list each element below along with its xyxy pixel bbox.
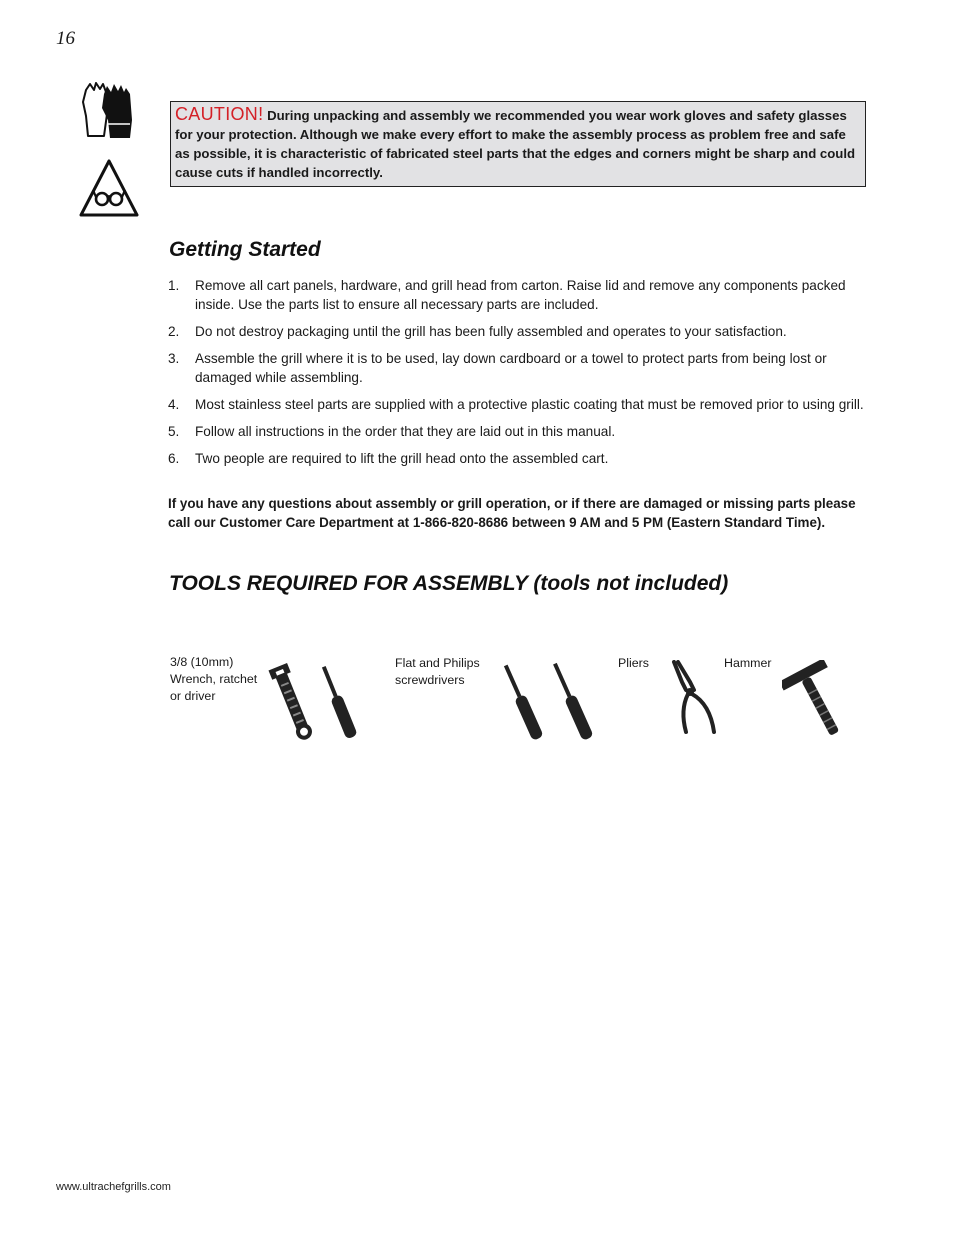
step-text: Do not destroy packaging until the grill has been fully assembled and operates to your satisfaction. bbox=[195, 324, 787, 339]
caution-label: CAUTION! bbox=[175, 104, 264, 124]
step-number: 3. bbox=[168, 351, 180, 366]
caution-text: During unpacking and assembly we recommended you wear work gloves and safety glasses for your protection. Although we make every effort to make the assembly process as problem free and safe as possible, it is characteristic of fabricated steel parts that the edges and corners might be sharp and could cause cuts if handled incorrectly. bbox=[175, 108, 856, 180]
pliers-icon bbox=[668, 660, 720, 736]
getting-started-title: Getting Started bbox=[169, 238, 321, 261]
caution-box bbox=[170, 101, 866, 187]
tool-label-pliers: Pliers bbox=[618, 656, 649, 670]
step-number: 2. bbox=[168, 324, 180, 339]
getting-started-steps bbox=[168, 276, 868, 476]
tool-label-wrench: 3/8 (10mm) Wrench, ratchet or driver bbox=[170, 655, 258, 703]
customer-care-note: If you have any questions about assembly or grill operation, or if there are damaged or missing parts please call our Customer Care Department at 1-866-820-8686 between 9 AM and 5 PM (Eastern Standard Time). bbox=[168, 496, 856, 530]
step-text: Most stainless steel parts are supplied with a protective plastic coating that must be removed prior to using grill. bbox=[195, 397, 864, 412]
safety-glasses-warning-icon bbox=[78, 158, 140, 218]
footer-url: www.ultrachefgrills.com bbox=[56, 1181, 171, 1193]
tool-label-hammer: Hammer bbox=[724, 656, 772, 670]
tool-label-screwdrivers: Flat and Philips screwdrivers bbox=[395, 656, 480, 687]
step-number: 6. bbox=[168, 451, 180, 466]
step-item bbox=[168, 349, 868, 387]
step-text: Follow all instructions in the order that they are laid out in this manual. bbox=[195, 424, 616, 439]
step-text: Two people are required to lift the grill head onto the assembled cart. bbox=[195, 451, 609, 466]
step-text: Assemble the grill where it is to be used, lay down cardboard or a towel to protect parts from being lost or damaged while assembling. bbox=[195, 351, 827, 385]
step-number: 1. bbox=[168, 278, 180, 293]
step-number: 4. bbox=[168, 397, 180, 412]
step-item bbox=[168, 422, 868, 441]
wrench-and-driver-icon bbox=[268, 660, 368, 744]
work-gloves-icon bbox=[80, 80, 138, 142]
step-text: Remove all cart panels, hardware, and grill head from carton. Raise lid and remove any components packed inside. Use the parts list to ensure all necessary parts are included. bbox=[195, 278, 846, 312]
screwdrivers-icon bbox=[492, 660, 604, 744]
step-item bbox=[168, 322, 868, 341]
tools-title: TOOLS REQUIRED FOR ASSEMBLY (tools not included) bbox=[169, 572, 729, 595]
step-item bbox=[168, 395, 868, 414]
hammer-icon bbox=[782, 660, 852, 742]
step-number: 5. bbox=[168, 424, 180, 439]
step-item bbox=[168, 276, 868, 314]
page-number: 16 bbox=[56, 28, 75, 49]
step-item bbox=[168, 449, 868, 468]
